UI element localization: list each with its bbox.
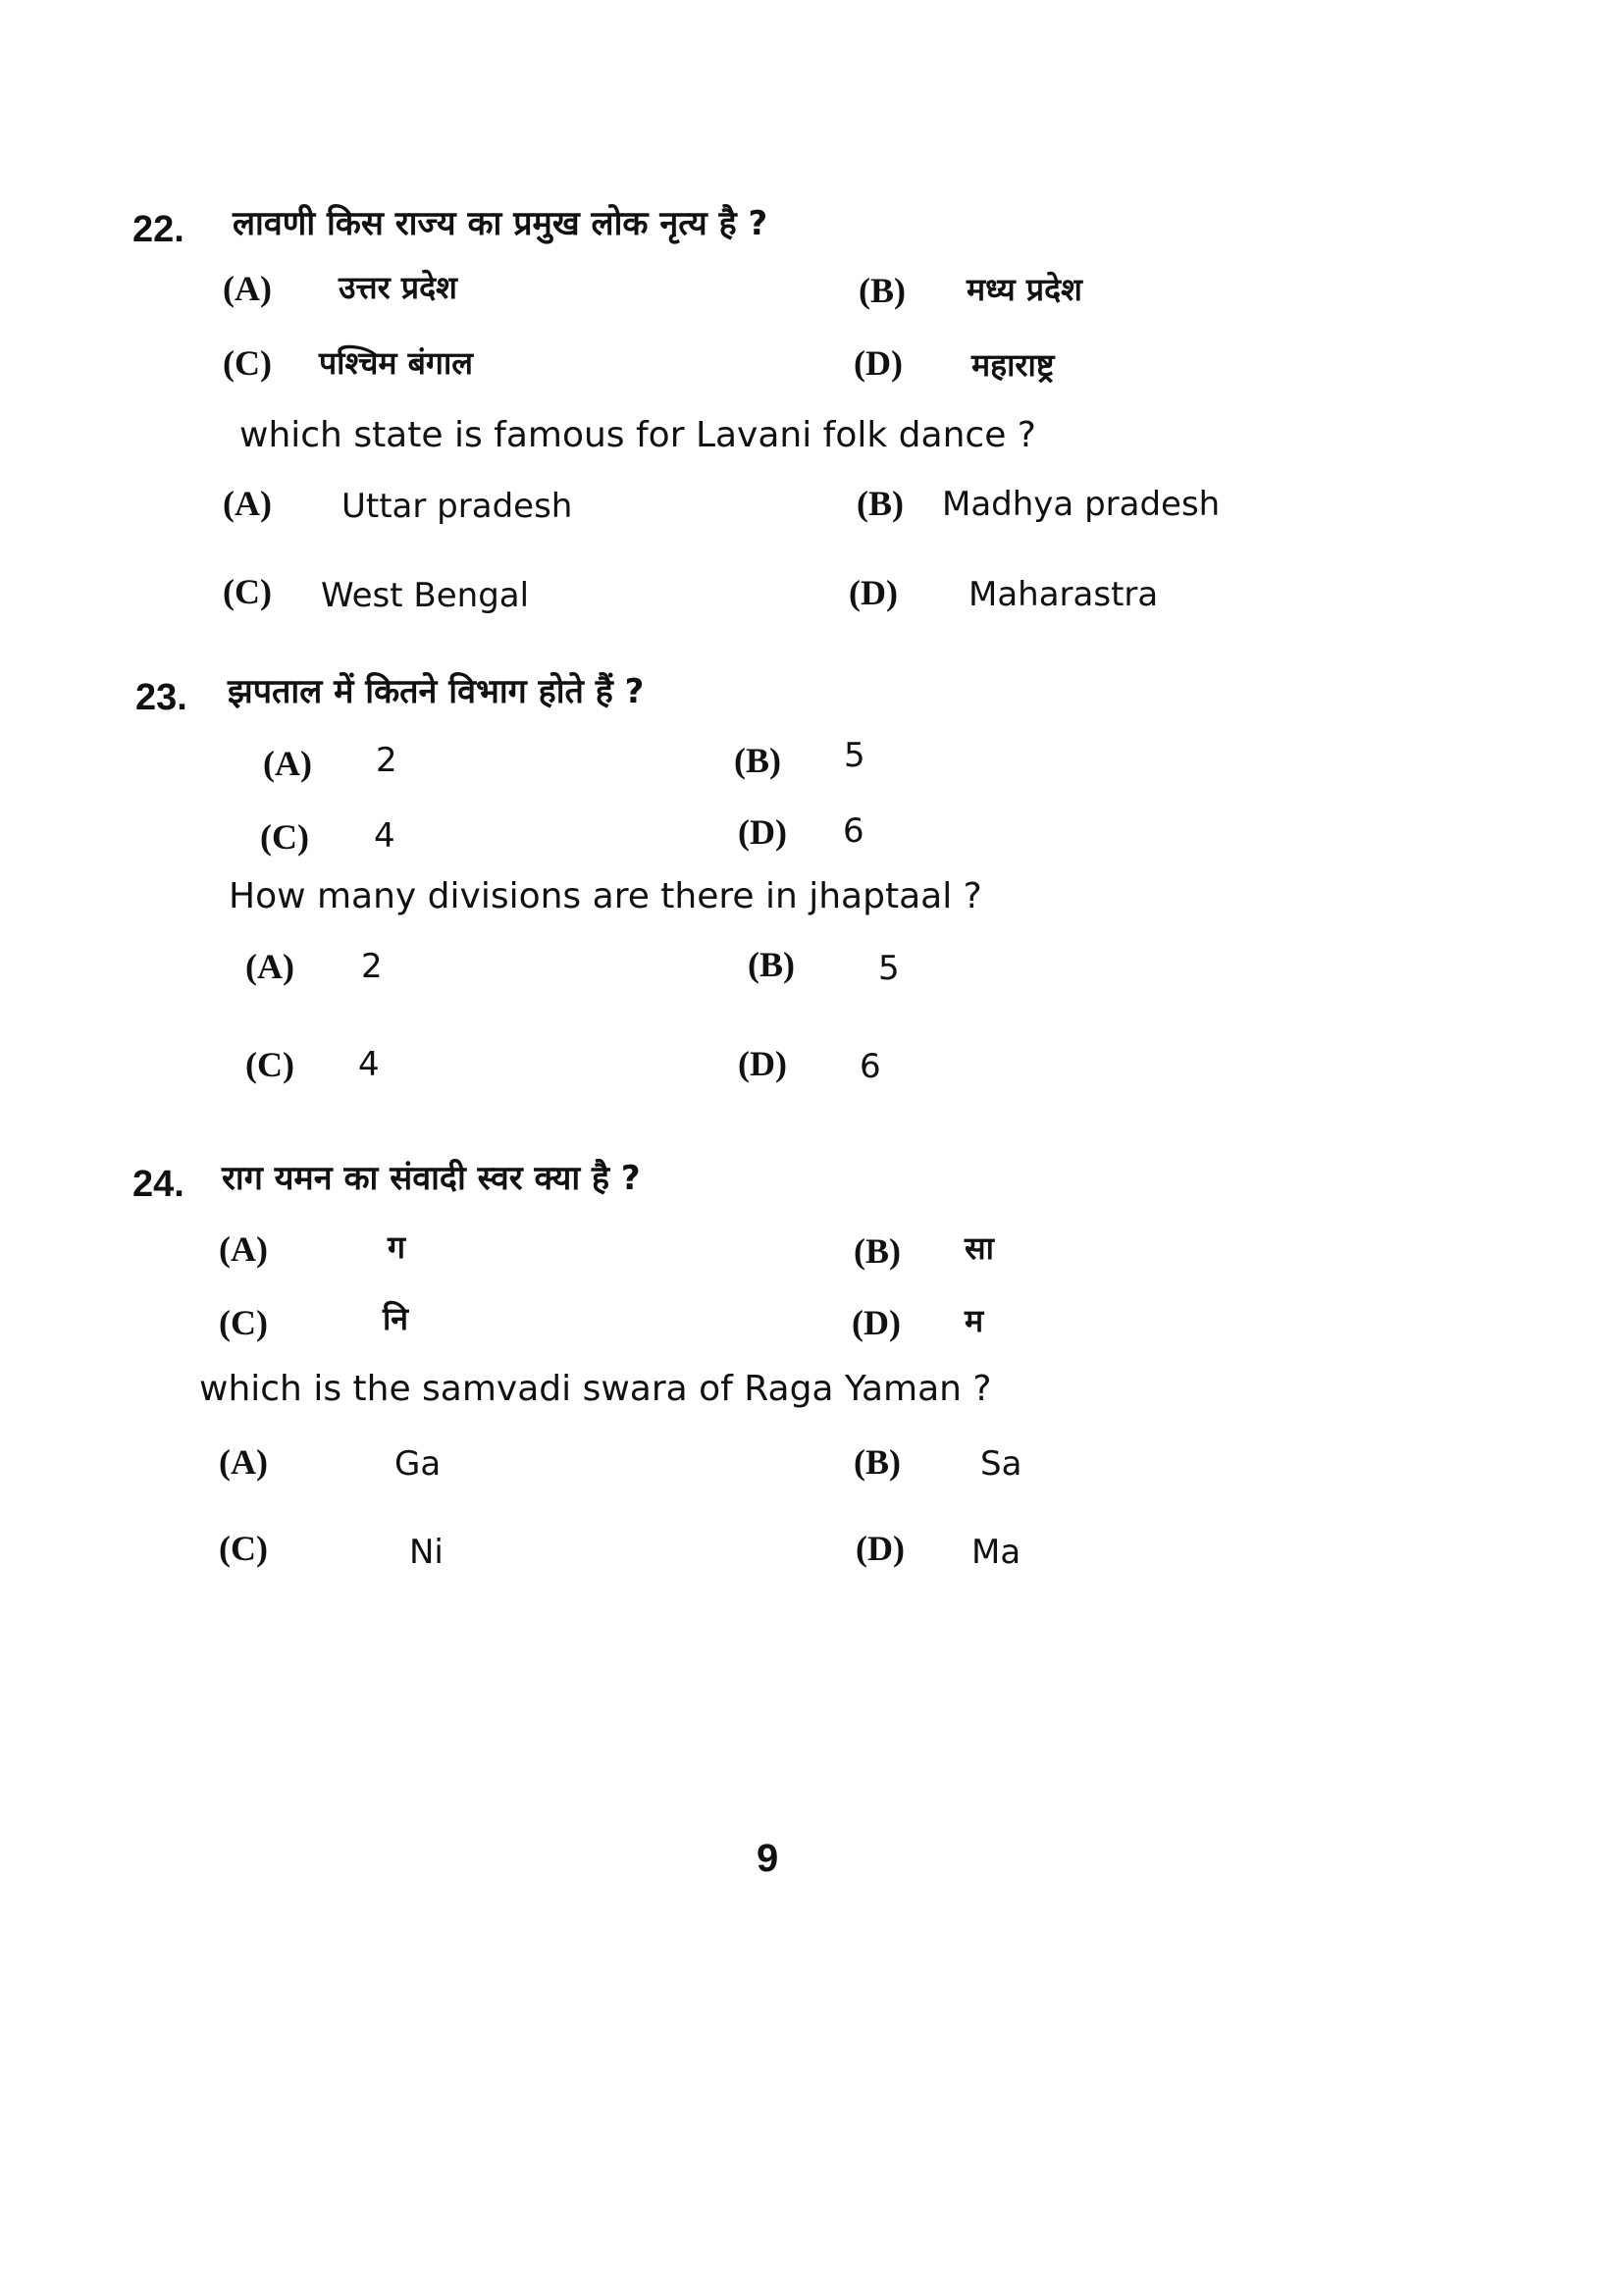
question-text-hindi: राग यमन का संवादी स्वर क्या है ? — [222, 1159, 641, 1198]
option-text: पश्चिम बंगाल — [319, 344, 473, 382]
option-label: (D) — [856, 1529, 905, 1568]
option-text: म — [965, 1302, 984, 1339]
option-text: Maharastra — [968, 575, 1159, 614]
option-text: नि — [383, 1300, 409, 1337]
option-label: (A) — [219, 1229, 268, 1269]
option-label: (B) — [854, 1442, 901, 1482]
option-label: (B) — [857, 484, 904, 523]
question-number: 22. — [132, 209, 184, 250]
option-label: (D) — [738, 1044, 787, 1083]
question-text-hindi: झपताल में कितने विभाग होते हैं ? — [228, 672, 645, 711]
option-text: Sa — [980, 1444, 1022, 1484]
option-text: Ma — [971, 1533, 1021, 1572]
option-label: (A) — [223, 269, 272, 308]
option-label: (C) — [260, 817, 309, 857]
option-label: (A) — [223, 484, 272, 523]
question-text-english: which state is famous for Lavani folk dance ? — [239, 415, 1036, 455]
option-label: (D) — [738, 812, 787, 852]
option-text: 5 — [878, 949, 900, 988]
option-text: महाराष्ट्र — [971, 346, 1055, 384]
option-label: (C) — [223, 343, 272, 383]
option-text: 4 — [374, 816, 395, 856]
option-text: 4 — [358, 1045, 380, 1084]
option-text: उत्तर प्रदेश — [339, 269, 457, 306]
option-text: Ga — [394, 1444, 442, 1484]
option-text: 2 — [376, 741, 397, 780]
option-label: (D) — [854, 343, 903, 383]
option-label: (C) — [245, 1045, 294, 1084]
option-label: (A) — [263, 744, 312, 783]
option-label: (A) — [245, 947, 294, 986]
page-number: 9 — [757, 1837, 779, 1880]
option-label: (D) — [852, 1303, 901, 1342]
option-label: (C) — [219, 1529, 268, 1568]
option-text: Ni — [409, 1533, 444, 1572]
option-text: ग — [388, 1228, 406, 1266]
option-label: (A) — [219, 1442, 268, 1482]
option-text: मध्य प्रदेश — [967, 271, 1082, 308]
option-text: सा — [965, 1229, 994, 1267]
question-number: 23. — [135, 677, 187, 718]
question-number: 24. — [132, 1164, 184, 1205]
option-label: (C) — [223, 572, 272, 611]
option-label: (D) — [849, 573, 898, 612]
question-text-english: which is the samvadi swara of Raga Yaman ? — [199, 1369, 992, 1409]
option-text: Uttar pradesh — [341, 487, 573, 526]
question-text-hindi: लावणी किस राज्य का प्रमुख लोक नृत्य है ? — [233, 204, 768, 243]
option-label: (B) — [734, 741, 781, 780]
option-text: 6 — [843, 811, 864, 851]
option-label: (B) — [748, 945, 795, 984]
option-text: 2 — [361, 947, 383, 986]
question-text-english: How many divisions are there in jhaptaal ? — [229, 876, 982, 916]
option-label: (B) — [854, 1231, 901, 1271]
option-text: 6 — [860, 1047, 881, 1086]
option-label: (B) — [859, 271, 906, 310]
option-text: 5 — [844, 736, 865, 775]
option-text: West Bengal — [321, 576, 530, 615]
option-label: (C) — [219, 1303, 268, 1342]
option-text: Madhya pradesh — [942, 485, 1221, 524]
